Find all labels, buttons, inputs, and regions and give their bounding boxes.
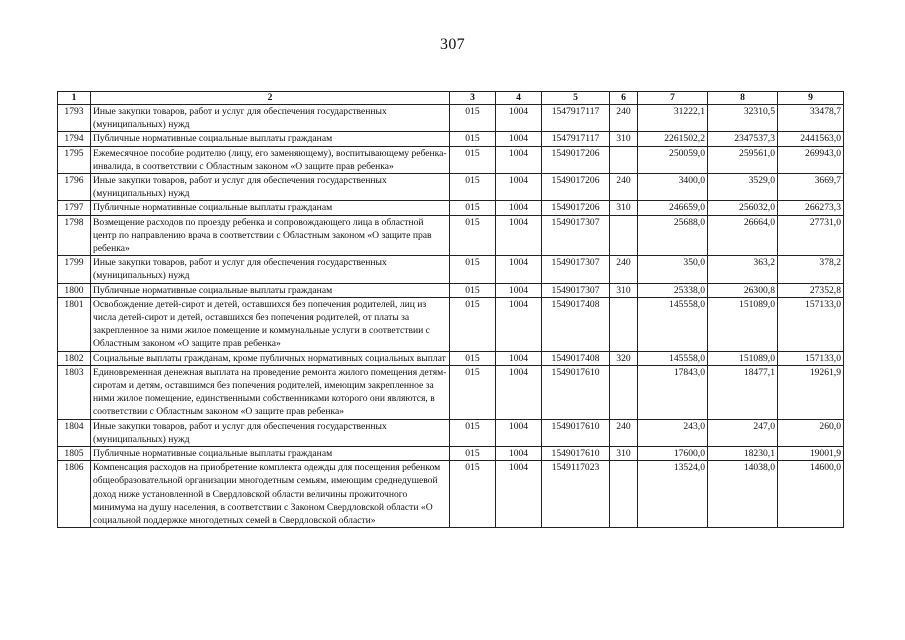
budget-table <box>57 91 844 528</box>
row-description: Иные закупки товаров, работ и услуг для обеспечения государственных (муниципальных) нужд <box>91 256 450 283</box>
cell-col8: 363,2 <box>708 256 778 283</box>
page-number: 307 <box>440 36 465 53</box>
table-row <box>58 419 844 446</box>
row-description: Публичные нормативные социальные выплаты гражданам <box>91 447 450 461</box>
cell-col6: 310 <box>610 283 638 297</box>
cell-col3: 015 <box>450 201 496 215</box>
row-number: 1797 <box>58 201 91 215</box>
table-row <box>58 297 844 351</box>
cell-col8: 247,0 <box>708 419 778 446</box>
cell-col7: 25688,0 <box>638 215 708 256</box>
cell-col3: 015 <box>450 132 496 146</box>
row-description: Ежемесячное пособие родителю (лицу, его заменяющему), воспитывающему ребенка-инвалида, в соответствии с Областным законом «О защите прав ребенка» <box>91 146 450 173</box>
row-number: 1794 <box>58 132 91 146</box>
row-number: 1800 <box>58 283 91 297</box>
cell-col8: 26300,8 <box>708 283 778 297</box>
cell-col9: 27352,8 <box>778 283 844 297</box>
cell-col5: 1547917117 <box>542 132 610 146</box>
row-description: Единовременная денежная выплата на проведение ремонта жилого помещения детям-сиротам и детям, оставшимся без попечения родителей, имеющим закрепленное за ними жилое помещение, единственными собственниками которого они являются, в соответствии с Областным законом «О защите прав ребенка» <box>91 365 450 419</box>
column-header: 6 <box>610 92 638 105</box>
cell-col4: 1004 <box>496 256 542 283</box>
cell-col4: 1004 <box>496 419 542 446</box>
cell-col6 <box>610 146 638 173</box>
cell-col9: 157133,0 <box>778 351 844 365</box>
table-row <box>58 461 844 528</box>
cell-col8: 3529,0 <box>708 174 778 201</box>
row-number: 1804 <box>58 419 91 446</box>
table-row <box>58 174 844 201</box>
cell-col7: 17600,0 <box>638 447 708 461</box>
table-row <box>58 146 844 173</box>
cell-col4: 1004 <box>496 146 542 173</box>
cell-col7: 250059,0 <box>638 146 708 173</box>
row-number: 1798 <box>58 215 91 256</box>
cell-col6 <box>610 365 638 419</box>
cell-col9: 19001,9 <box>778 447 844 461</box>
table-row <box>58 447 844 461</box>
cell-col9: 27731,0 <box>778 215 844 256</box>
row-description: Социальные выплаты гражданам, кроме публичных нормативных социальных выплат <box>91 351 450 365</box>
column-header: 9 <box>778 92 844 105</box>
cell-col5: 1549017206 <box>542 201 610 215</box>
cell-col7: 145558,0 <box>638 297 708 351</box>
cell-col4: 1004 <box>496 201 542 215</box>
cell-col4: 1004 <box>496 105 542 132</box>
cell-col6: 240 <box>610 174 638 201</box>
cell-col5: 1549017610 <box>542 447 610 461</box>
cell-col6: 310 <box>610 447 638 461</box>
row-number: 1803 <box>58 365 91 419</box>
cell-col5: 1547917117 <box>542 105 610 132</box>
cell-col6: 310 <box>610 201 638 215</box>
table-row <box>58 132 844 146</box>
cell-col9: 260,0 <box>778 419 844 446</box>
cell-col3: 015 <box>450 215 496 256</box>
cell-col8: 18230,1 <box>708 447 778 461</box>
cell-col9: 378,2 <box>778 256 844 283</box>
cell-col3: 015 <box>450 283 496 297</box>
column-header: 7 <box>638 92 708 105</box>
cell-col4: 1004 <box>496 215 542 256</box>
cell-col4: 1004 <box>496 132 542 146</box>
column-header: 8 <box>708 92 778 105</box>
cell-col3: 015 <box>450 174 496 201</box>
cell-col8: 18477,1 <box>708 365 778 419</box>
cell-col4: 1004 <box>496 297 542 351</box>
cell-col8: 26664,0 <box>708 215 778 256</box>
cell-col6: 240 <box>610 256 638 283</box>
cell-col3: 015 <box>450 146 496 173</box>
row-number: 1799 <box>58 256 91 283</box>
cell-col9: 2441563,0 <box>778 132 844 146</box>
row-number: 1796 <box>58 174 91 201</box>
row-number: 1802 <box>58 351 91 365</box>
cell-col5: 1549017206 <box>542 174 610 201</box>
cell-col3: 015 <box>450 461 496 528</box>
cell-col7: 31222,1 <box>638 105 708 132</box>
cell-col4: 1004 <box>496 447 542 461</box>
column-header: 1 <box>58 92 91 105</box>
cell-col7: 13524,0 <box>638 461 708 528</box>
table-row <box>58 201 844 215</box>
cell-col4: 1004 <box>496 365 542 419</box>
cell-col4: 1004 <box>496 174 542 201</box>
cell-col6 <box>610 297 638 351</box>
cell-col7: 243,0 <box>638 419 708 446</box>
cell-col4: 1004 <box>496 283 542 297</box>
cell-col6: 240 <box>610 105 638 132</box>
cell-col8: 14038,0 <box>708 461 778 528</box>
cell-col7: 350,0 <box>638 256 708 283</box>
cell-col9: 14600,0 <box>778 461 844 528</box>
cell-col5: 1549017206 <box>542 146 610 173</box>
cell-col5: 1549017307 <box>542 256 610 283</box>
table-row <box>58 215 844 256</box>
row-description: Компенсация расходов на приобретение комплекта одежды для посещения ребенком общеобразовательной организации многодетным семьям, имеющим среднедушевой доход ниже установленной в Свердловской области величины прожиточного минимума на душу населения, в соответствии с Законом Свердловской области «О социальной поддержке многодетных семей в Свердловской области» <box>91 461 450 528</box>
cell-col5: 1549017610 <box>542 365 610 419</box>
cell-col5: 1549017610 <box>542 419 610 446</box>
cell-col6 <box>610 461 638 528</box>
cell-col5: 1549017408 <box>542 297 610 351</box>
table-row <box>58 256 844 283</box>
cell-col3: 015 <box>450 419 496 446</box>
cell-col5: 1549017307 <box>542 283 610 297</box>
row-number: 1806 <box>58 461 91 528</box>
row-description: Иные закупки товаров, работ и услуг для обеспечения государственных (муниципальных) нужд <box>91 105 450 132</box>
cell-col8: 2347537,3 <box>708 132 778 146</box>
cell-col5: 1549017408 <box>542 351 610 365</box>
cell-col9: 3669,7 <box>778 174 844 201</box>
cell-col6: 240 <box>610 419 638 446</box>
cell-col7: 145558,0 <box>638 351 708 365</box>
row-number: 1801 <box>58 297 91 351</box>
cell-col3: 015 <box>450 351 496 365</box>
cell-col8: 32310,5 <box>708 105 778 132</box>
cell-col5: 1549117023 <box>542 461 610 528</box>
cell-col3: 015 <box>450 365 496 419</box>
cell-col9: 157133,0 <box>778 297 844 351</box>
cell-col7: 25338,0 <box>638 283 708 297</box>
header-row <box>58 92 844 105</box>
cell-col4: 1004 <box>496 461 542 528</box>
table-row <box>58 365 844 419</box>
cell-col6: 320 <box>610 351 638 365</box>
cell-col9: 33478,7 <box>778 105 844 132</box>
cell-col3: 015 <box>450 256 496 283</box>
cell-col7: 2261502,2 <box>638 132 708 146</box>
row-number: 1795 <box>58 146 91 173</box>
cell-col9: 19261,9 <box>778 365 844 419</box>
cell-col5: 1549017307 <box>542 215 610 256</box>
row-description: Публичные нормативные социальные выплаты гражданам <box>91 132 450 146</box>
cell-col8: 259561,0 <box>708 146 778 173</box>
cell-col3: 015 <box>450 105 496 132</box>
cell-col9: 266273,3 <box>778 201 844 215</box>
column-header: 5 <box>542 92 610 105</box>
cell-col3: 015 <box>450 447 496 461</box>
cell-col3: 015 <box>450 297 496 351</box>
row-description: Публичные нормативные социальные выплаты гражданам <box>91 201 450 215</box>
table-row <box>58 283 844 297</box>
column-header: 2 <box>91 92 450 105</box>
cell-col8: 151089,0 <box>708 297 778 351</box>
cell-col6: 310 <box>610 132 638 146</box>
cell-col7: 3400,0 <box>638 174 708 201</box>
table-row <box>58 351 844 365</box>
row-description: Возмещение расходов по проезду ребенка и сопровождающего лица в областной центр по направлению врача в соответствии с Областным законом «О защите прав ребенка» <box>91 215 450 256</box>
cell-col4: 1004 <box>496 351 542 365</box>
column-header: 3 <box>450 92 496 105</box>
row-number: 1793 <box>58 105 91 132</box>
cell-col9: 269943,0 <box>778 146 844 173</box>
column-header: 4 <box>496 92 542 105</box>
row-description: Публичные нормативные социальные выплаты гражданам <box>91 283 450 297</box>
row-description: Освобождение детей-сирот и детей, оставшихся без попечения родителей, лиц из числа детей-сирот и детей, оставшихся без попечения родителей, от платы за закрепленное за ними жилое помещение и коммунальные услуги в соответствии с Областным законом «О защите прав ребенка» <box>91 297 450 351</box>
cell-col7: 17843,0 <box>638 365 708 419</box>
row-description: Иные закупки товаров, работ и услуг для обеспечения государственных (муниципальных) нужд <box>91 419 450 446</box>
row-number: 1805 <box>58 447 91 461</box>
table-row <box>58 105 844 132</box>
cell-col8: 151089,0 <box>708 351 778 365</box>
cell-col8: 256032,0 <box>708 201 778 215</box>
cell-col6 <box>610 215 638 256</box>
cell-col7: 246659,0 <box>638 201 708 215</box>
row-description: Иные закупки товаров, работ и услуг для обеспечения государственных (муниципальных) нужд <box>91 174 450 201</box>
